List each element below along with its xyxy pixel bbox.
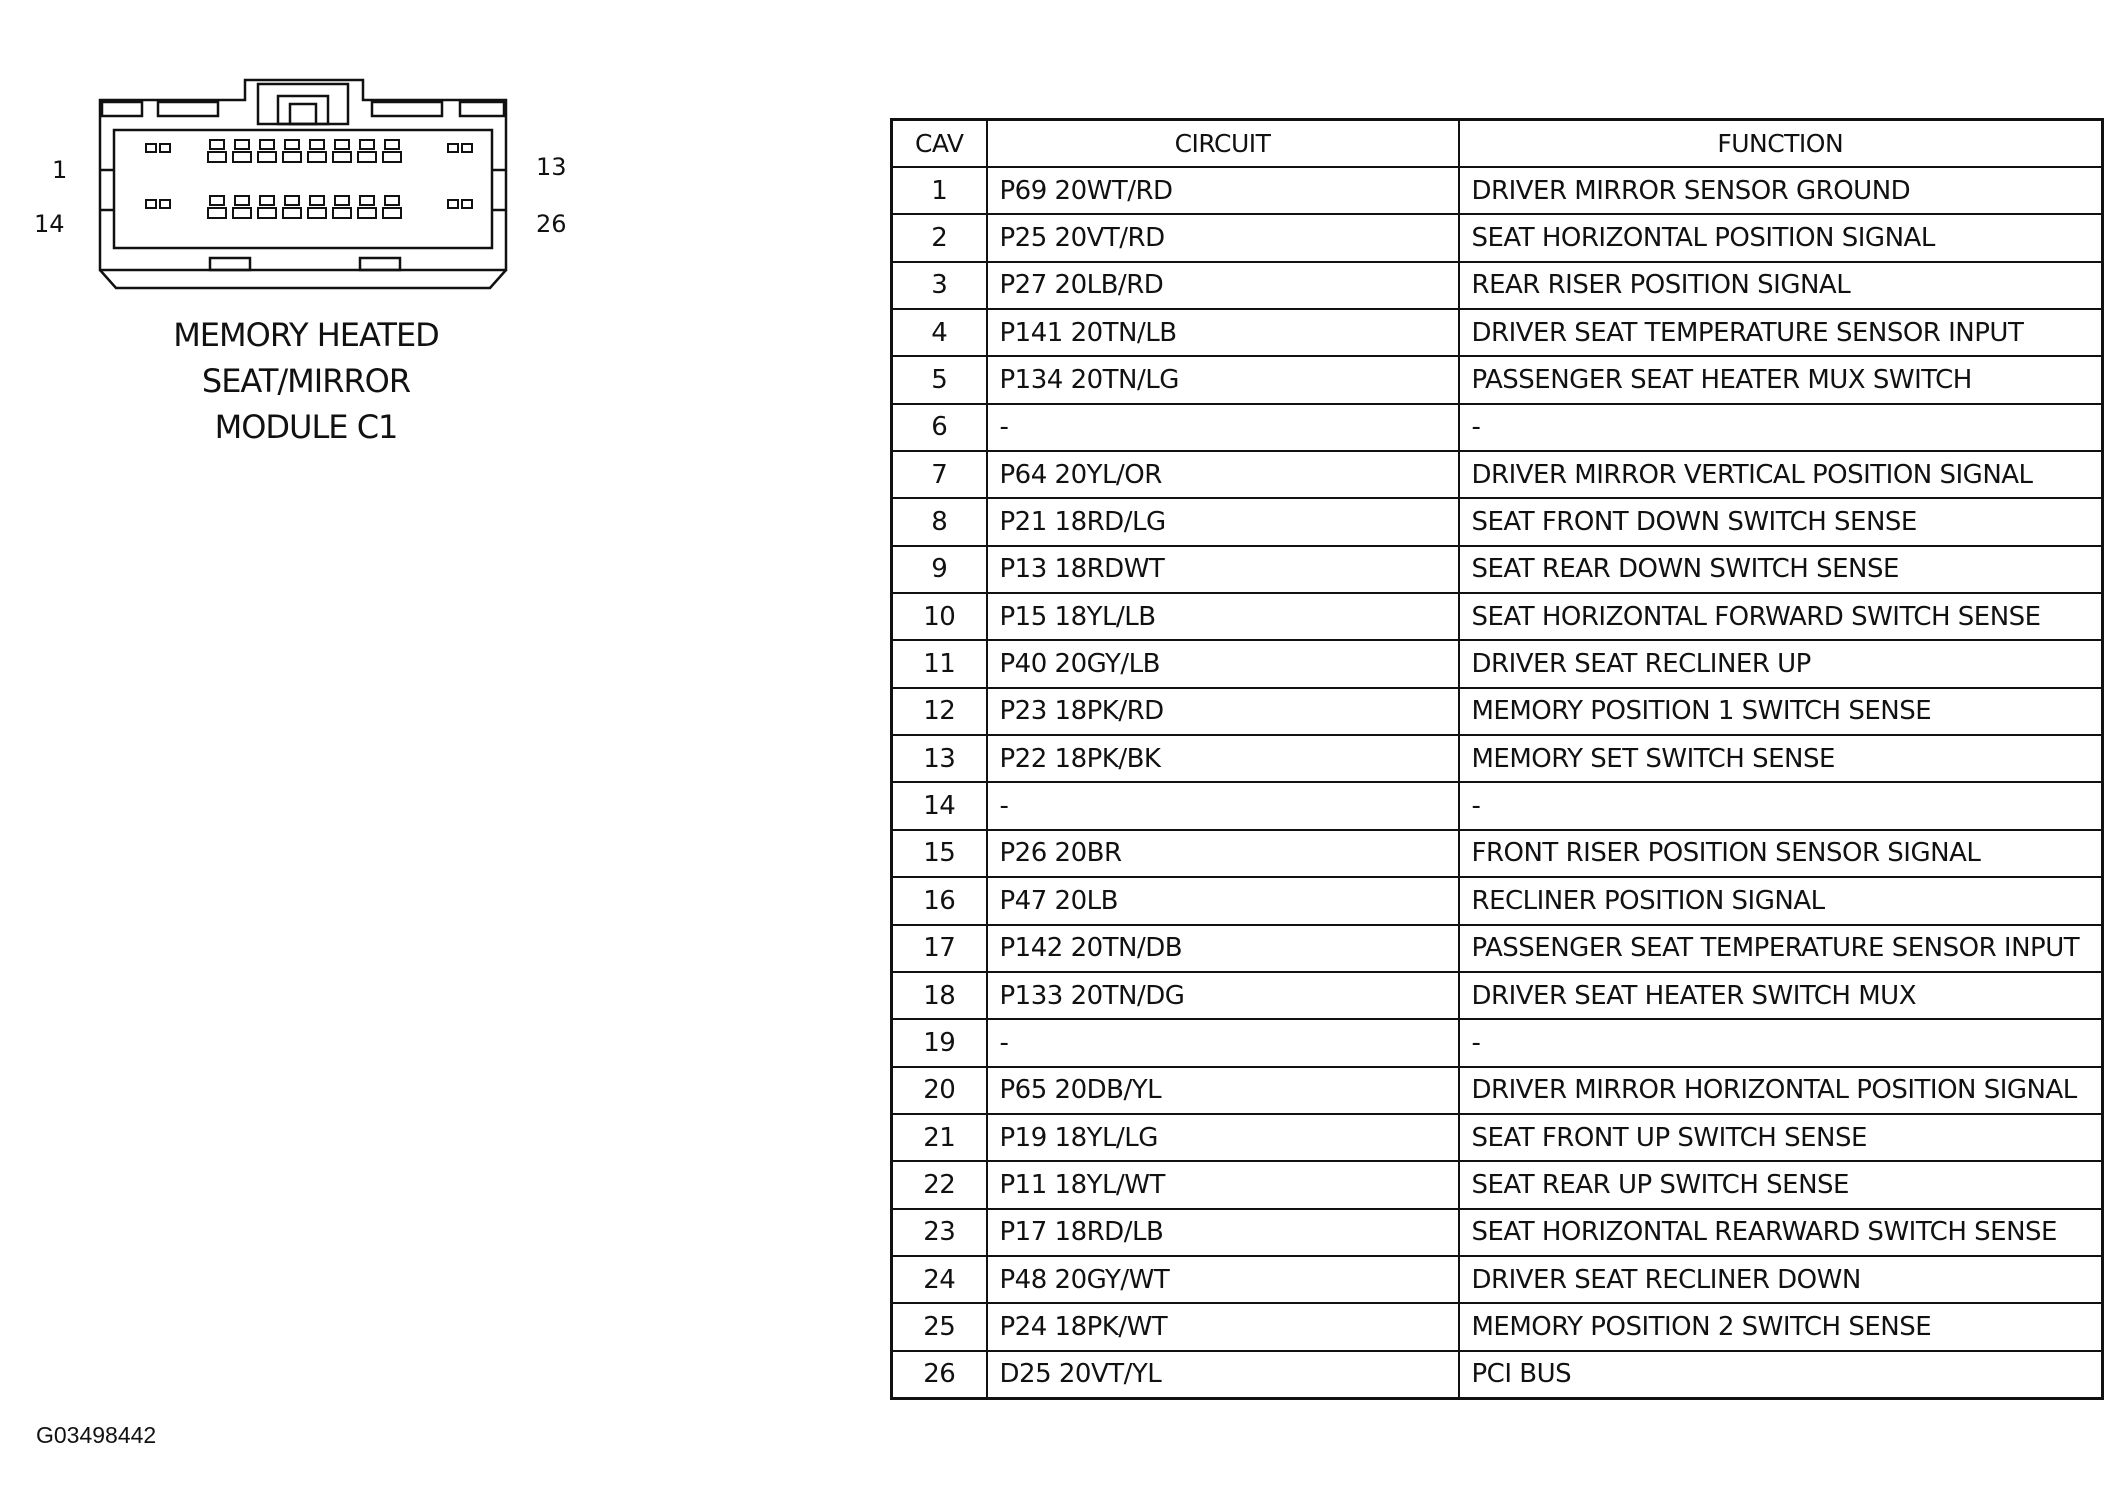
table-row (892, 782, 2103, 829)
circuit-cell: P27 20LB/RD (987, 262, 1459, 309)
cav-cell: 18 (892, 972, 987, 1019)
circuit-cell: P141 20TN/LB (987, 309, 1459, 356)
cav-cell: 23 (892, 1209, 987, 1256)
pin-label-13: 13 (536, 153, 567, 181)
cav-cell: 13 (892, 735, 987, 782)
table-row (892, 1256, 2103, 1303)
connector-cavities (146, 140, 472, 218)
cavity (310, 140, 324, 149)
cavity (310, 196, 324, 205)
table-header-row (892, 120, 2103, 168)
cav-cell: 5 (892, 356, 987, 403)
function-cell: MEMORY POSITION 2 SWITCH SENSE (1459, 1303, 2103, 1350)
cavity (258, 152, 276, 162)
table-row (892, 262, 2103, 309)
pin-label-1: 1 (52, 156, 68, 184)
cavity (383, 208, 401, 218)
circuit-cell: P134 20TN/LG (987, 356, 1459, 403)
pin-assignment-table (890, 118, 2104, 1400)
function-cell: MEMORY SET SWITCH SENSE (1459, 735, 2103, 782)
table-row (892, 877, 2103, 924)
circuit-cell: P17 18RD/LB (987, 1209, 1459, 1256)
cav-cell: 14 (892, 782, 987, 829)
table-row (892, 451, 2103, 498)
circuit-cell: P25 20VT/RD (987, 214, 1459, 261)
function-cell: DRIVER MIRROR HORIZONTAL POSITION SIGNAL (1459, 1067, 2103, 1114)
table-row (892, 1209, 2103, 1256)
cav-cell: 20 (892, 1067, 987, 1114)
cav-cell: 3 (892, 262, 987, 309)
cavity (285, 196, 299, 205)
circuit-cell: P48 20GY/WT (987, 1256, 1459, 1303)
cav-cell: 24 (892, 1256, 987, 1303)
function-cell: SEAT REAR DOWN SWITCH SENSE (1459, 546, 2103, 593)
cav-cell: 7 (892, 451, 987, 498)
cav-cell: 9 (892, 546, 987, 593)
circuit-cell: P40 20GY/LB (987, 640, 1459, 687)
circuit-cell: - (987, 782, 1459, 829)
cavity (462, 200, 472, 208)
cavity (385, 196, 399, 205)
table-row (892, 830, 2103, 877)
function-cell: PASSENGER SEAT HEATER MUX SWITCH (1459, 356, 2103, 403)
table-row (892, 1114, 2103, 1161)
connector-diagram (20, 60, 580, 480)
cavity (333, 208, 351, 218)
cav-cell: 1 (892, 167, 987, 214)
circuit-cell: P15 18YL/LB (987, 593, 1459, 640)
cavity (462, 144, 472, 152)
table-row (892, 1303, 2103, 1350)
cavity (333, 152, 351, 162)
table-row (892, 309, 2103, 356)
circuit-cell: P21 18RD/LG (987, 498, 1459, 545)
cav-cell: 26 (892, 1351, 987, 1399)
cavity (258, 208, 276, 218)
circuit-cell: P69 20WT/RD (987, 167, 1459, 214)
circuit-cell: P64 20YL/OR (987, 451, 1459, 498)
connector-face-drawing (20, 60, 580, 310)
cavity (260, 196, 274, 205)
table-row (892, 972, 2103, 1019)
cav-cell: 8 (892, 498, 987, 545)
table-row (892, 1067, 2103, 1114)
circuit-cell: P13 18RDWT (987, 546, 1459, 593)
cavity (160, 200, 170, 208)
cavity (358, 152, 376, 162)
function-cell: REAR RISER POSITION SIGNAL (1459, 262, 2103, 309)
cav-cell: 22 (892, 1161, 987, 1208)
cavity (208, 152, 226, 162)
function-cell: - (1459, 782, 2103, 829)
cavity (283, 152, 301, 162)
cavity (208, 208, 226, 218)
cavity (448, 144, 458, 152)
cavity (235, 140, 249, 149)
cavity (335, 140, 349, 149)
function-cell: SEAT FRONT DOWN SWITCH SENSE (1459, 498, 2103, 545)
function-cell: FRONT RISER POSITION SENSOR SIGNAL (1459, 830, 2103, 877)
table-row (892, 546, 2103, 593)
table-row (892, 404, 2103, 451)
function-cell: SEAT FRONT UP SWITCH SENSE (1459, 1114, 2103, 1161)
circuit-cell: - (987, 404, 1459, 451)
cavity (360, 196, 374, 205)
function-cell: SEAT HORIZONTAL FORWARD SWITCH SENSE (1459, 593, 2103, 640)
cavity (383, 152, 401, 162)
cavity (283, 208, 301, 218)
connector-name-line-1: MEMORY HEATED (173, 316, 439, 354)
cav-cell: 19 (892, 1019, 987, 1066)
table-row (892, 167, 2103, 214)
pin-label-14: 14 (34, 210, 65, 238)
cav-cell: 25 (892, 1303, 987, 1350)
table-body (892, 167, 2103, 1399)
circuit-cell: P133 20TN/DG (987, 972, 1459, 1019)
cavity (146, 200, 156, 208)
circuit-cell: P19 18YL/LG (987, 1114, 1459, 1161)
cav-cell: 15 (892, 830, 987, 877)
pin-label-26: 26 (536, 210, 567, 238)
function-cell: SEAT HORIZONTAL REARWARD SWITCH SENSE (1459, 1209, 2103, 1256)
connector-name-line-2: SEAT/MIRROR (201, 362, 411, 400)
table-row (892, 1161, 2103, 1208)
cavity (448, 200, 458, 208)
cav-cell: 6 (892, 404, 987, 451)
connector-name (116, 312, 496, 450)
function-cell: RECLINER POSITION SIGNAL (1459, 877, 2103, 924)
cav-cell: 17 (892, 925, 987, 972)
cav-cell: 4 (892, 309, 987, 356)
cavity (308, 208, 326, 218)
figure-id: G03498442 (36, 1422, 157, 1448)
header-circuit: CIRCUIT (987, 120, 1459, 168)
table-row (892, 1019, 2103, 1066)
cav-cell: 11 (892, 640, 987, 687)
header-cav: CAV (892, 120, 987, 168)
function-cell: PASSENGER SEAT TEMPERATURE SENSOR INPUT (1459, 925, 2103, 972)
table-row (892, 593, 2103, 640)
table-row (892, 498, 2103, 545)
cavity (385, 140, 399, 149)
function-cell: DRIVER SEAT TEMPERATURE SENSOR INPUT (1459, 309, 2103, 356)
table-row (892, 925, 2103, 972)
connector-name-line-3: MODULE C1 (214, 408, 398, 446)
circuit-cell: P47 20LB (987, 877, 1459, 924)
circuit-cell: P11 18YL/WT (987, 1161, 1459, 1208)
function-cell: MEMORY POSITION 1 SWITCH SENSE (1459, 688, 2103, 735)
cavity (210, 196, 224, 205)
circuit-cell: P65 20DB/YL (987, 1067, 1459, 1114)
table-row (892, 214, 2103, 261)
circuit-cell: P26 20BR (987, 830, 1459, 877)
cavity (335, 196, 349, 205)
table-row (892, 356, 2103, 403)
cavity (260, 140, 274, 149)
cav-cell: 21 (892, 1114, 987, 1161)
table-row (892, 640, 2103, 687)
cav-cell: 2 (892, 214, 987, 261)
table-row (892, 688, 2103, 735)
function-cell: DRIVER MIRROR VERTICAL POSITION SIGNAL (1459, 451, 2103, 498)
cav-cell: 16 (892, 877, 987, 924)
circuit-cell: D25 20VT/YL (987, 1351, 1459, 1399)
table-row (892, 735, 2103, 782)
function-cell: DRIVER SEAT HEATER SWITCH MUX (1459, 972, 2103, 1019)
cavity (358, 208, 376, 218)
function-cell: - (1459, 1019, 2103, 1066)
cav-cell: 10 (892, 593, 987, 640)
function-cell: DRIVER SEAT RECLINER DOWN (1459, 1256, 2103, 1303)
cavity (160, 144, 170, 152)
cavity (360, 140, 374, 149)
circuit-cell: P23 18PK/RD (987, 688, 1459, 735)
cavity (146, 144, 156, 152)
circuit-cell: P24 18PK/WT (987, 1303, 1459, 1350)
cavity (233, 208, 251, 218)
function-cell: PCI BUS (1459, 1351, 2103, 1399)
circuit-cell: P22 18PK/BK (987, 735, 1459, 782)
table-row (892, 1351, 2103, 1399)
cavity (210, 140, 224, 149)
function-cell: SEAT HORIZONTAL POSITION SIGNAL (1459, 214, 2103, 261)
cavity (235, 196, 249, 205)
cavity (308, 152, 326, 162)
function-cell: - (1459, 404, 2103, 451)
cav-cell: 12 (892, 688, 987, 735)
header-function: FUNCTION (1459, 120, 2103, 168)
circuit-cell: - (987, 1019, 1459, 1066)
function-cell: SEAT REAR UP SWITCH SENSE (1459, 1161, 2103, 1208)
cavity (285, 140, 299, 149)
function-cell: DRIVER MIRROR SENSOR GROUND (1459, 167, 2103, 214)
cavity (233, 152, 251, 162)
function-cell: DRIVER SEAT RECLINER UP (1459, 640, 2103, 687)
circuit-cell: P142 20TN/DB (987, 925, 1459, 972)
